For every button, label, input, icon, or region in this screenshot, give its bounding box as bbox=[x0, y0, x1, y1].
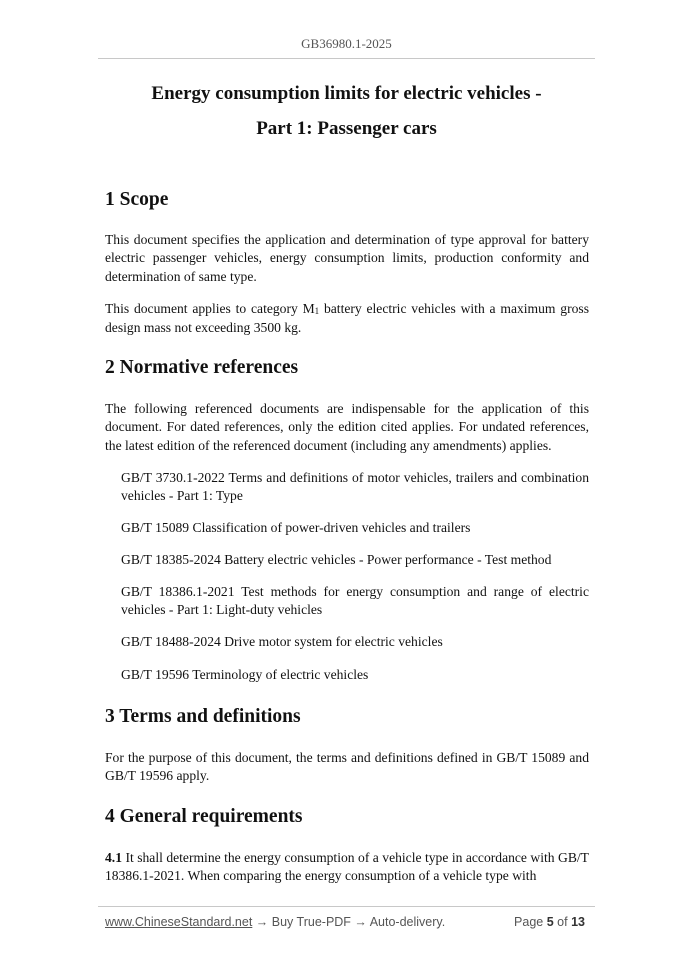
clause-4-1 bbox=[105, 849, 589, 886]
site-link[interactable]: www.ChineseStandard.net bbox=[105, 915, 253, 929]
header-divider bbox=[98, 58, 595, 59]
page-total: 13 bbox=[571, 915, 585, 929]
heading-scope: 1 Scope bbox=[105, 189, 169, 210]
scope-paragraph-2 bbox=[105, 300, 589, 338]
reference-item: GB/T 15089 Classification of power-driven vehicles and trailers bbox=[121, 520, 471, 535]
page-indicator bbox=[514, 915, 585, 929]
reference-item: GB/T 3730.1-2022 Terms and definitions of motor vehicles, trailers and combination vehicles - Part 1: Type bbox=[121, 470, 589, 504]
heading-general-requirements: 4 General requirements bbox=[105, 806, 303, 827]
reference-item: GB/T 18385-2024 Battery electric vehicles - Power performance - Test method bbox=[121, 552, 552, 567]
clause-text: It shall determine the energy consumption of a vehicle type in accordance with GB/T 18386.1-2021. When comparing the energy consumption of a vehicle type with bbox=[105, 850, 589, 884]
scope-paragraph-1: This document specifies the application and determination of type approval for battery electric passenger vehicles, energy consumption limits, production conformity and determination of same type. bbox=[105, 232, 589, 284]
page-footer bbox=[105, 915, 585, 929]
text: battery electric vehicles with a maximum gross design mass not exceeding 3500 kg. bbox=[105, 301, 589, 336]
reference-item: GB/T 18386.1-2021 Test methods for energy consumption and range of electric vehicles - Part 1: Light-duty vehicles bbox=[121, 584, 589, 618]
footer-divider bbox=[98, 906, 595, 907]
document-title-line1: Energy consumption limits for electric vehicles - bbox=[151, 83, 542, 104]
clause-number: 4.1 bbox=[105, 850, 122, 865]
reference-item: GB/T 19596 Terminology of electric vehicles bbox=[121, 667, 369, 682]
subscript: 1 bbox=[314, 306, 320, 316]
heading-normative-references: 2 Normative references bbox=[105, 357, 299, 378]
document-title-line2: Part 1: Passenger cars bbox=[256, 118, 437, 139]
reference-item: GB/T 18488-2024 Drive motor system for electric vehicles bbox=[121, 634, 443, 649]
of-label: of bbox=[557, 915, 568, 929]
running-header: GB36980.1-2025 bbox=[301, 36, 392, 51]
heading-terms-definitions: 3 Terms and definitions bbox=[105, 706, 301, 727]
text: This document applies to category M bbox=[105, 301, 315, 316]
page-label: Page bbox=[514, 915, 544, 929]
normative-intro: The following referenced documents are indispensable for the application of this document. For dated references, only the edition cited applies. For undated references, the latest edition of the referenced document (including any amendments) applies. bbox=[105, 401, 589, 453]
page-current: 5 bbox=[546, 915, 554, 929]
terms-paragraph: For the purpose of this document, the terms and definitions defined in GB/T 15089 and GB/T 19596 apply. bbox=[105, 750, 589, 784]
promo-text: → Buy True-PDF → Auto-delivery. bbox=[252, 915, 446, 929]
